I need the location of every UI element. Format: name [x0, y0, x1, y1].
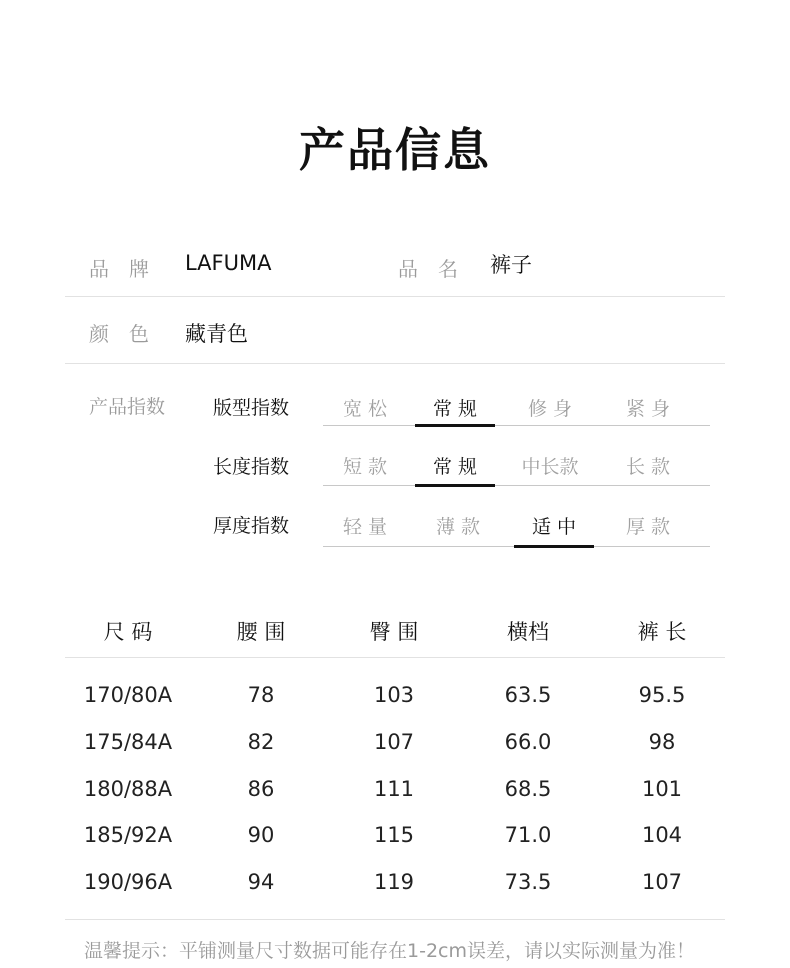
index-option: 轻 量: [342, 516, 388, 538]
table-header: 臀 围: [369, 620, 419, 644]
index-option-selected: 适 中: [531, 516, 577, 538]
brand-label: 品 牌: [89, 257, 149, 281]
index-name: 版型指数: [213, 397, 290, 419]
index-marker: [415, 424, 495, 427]
table-header: 尺 码: [103, 620, 153, 644]
brand-value: LAFUMA: [185, 251, 272, 275]
table-cell: 103: [373, 683, 415, 707]
index-option: 宽 松: [342, 398, 388, 420]
index-track: [323, 425, 710, 426]
index-track: [323, 485, 710, 486]
indices-label: 产品指数: [89, 396, 166, 418]
product-name-value: 裤子: [490, 253, 532, 277]
index-option: 长 款: [625, 456, 671, 478]
table-cell: 68.5: [504, 777, 552, 801]
divider: [65, 296, 725, 297]
index-option: 修 身: [527, 398, 573, 420]
table-cell: 82: [247, 730, 275, 754]
table-cell: 170/80A: [83, 683, 173, 707]
table-cell: 107: [373, 730, 415, 754]
measurement-note: 温馨提示：平铺测量尺寸数据可能存在1-2cm误差，请以实际测量为准！: [84, 940, 695, 962]
color-value: 藏青色: [185, 322, 248, 346]
index-option: 紧 身: [625, 398, 671, 420]
index-option: 中长款: [521, 456, 579, 478]
table-cell: 71.0: [504, 823, 552, 847]
index-option-selected: 常 规: [432, 456, 478, 478]
table-cell: 78: [247, 683, 275, 707]
table-cell: 86: [247, 777, 275, 801]
index-option: 薄 款: [435, 516, 481, 538]
table-cell: 111: [373, 777, 415, 801]
index-marker: [514, 545, 594, 548]
color-label: 颜 色: [89, 322, 149, 346]
table-header: 横档: [507, 620, 549, 644]
index-name: 长度指数: [213, 456, 290, 478]
table-cell: 175/84A: [83, 730, 173, 754]
page-title: 产品信息: [299, 123, 491, 177]
table-cell: 104: [641, 823, 683, 847]
table-cell: 119: [373, 870, 415, 894]
divider: [65, 919, 725, 920]
table-header: 腰 围: [236, 620, 286, 644]
table-cell: 107: [641, 870, 683, 894]
divider: [65, 363, 725, 364]
divider: [65, 657, 725, 658]
table-cell: 95.5: [638, 683, 686, 707]
table-cell: 185/92A: [83, 823, 173, 847]
table-cell: 94: [247, 870, 275, 894]
table-cell: 115: [373, 823, 415, 847]
table-header: 裤 长: [637, 620, 687, 644]
product-name-label: 品 名: [398, 257, 458, 281]
index-option-selected: 常 规: [432, 398, 478, 420]
index-option: 厚 款: [625, 516, 671, 538]
table-cell: 101: [641, 777, 683, 801]
index-option: 短 款: [342, 456, 388, 478]
table-cell: 63.5: [504, 683, 552, 707]
table-cell: 90: [247, 823, 275, 847]
table-cell: 180/88A: [83, 777, 173, 801]
table-cell: 73.5: [504, 870, 552, 894]
index-name: 厚度指数: [213, 515, 290, 537]
table-cell: 66.0: [504, 730, 552, 754]
table-cell: 190/96A: [83, 870, 173, 894]
table-cell: 98: [648, 730, 676, 754]
index-marker: [415, 484, 495, 487]
